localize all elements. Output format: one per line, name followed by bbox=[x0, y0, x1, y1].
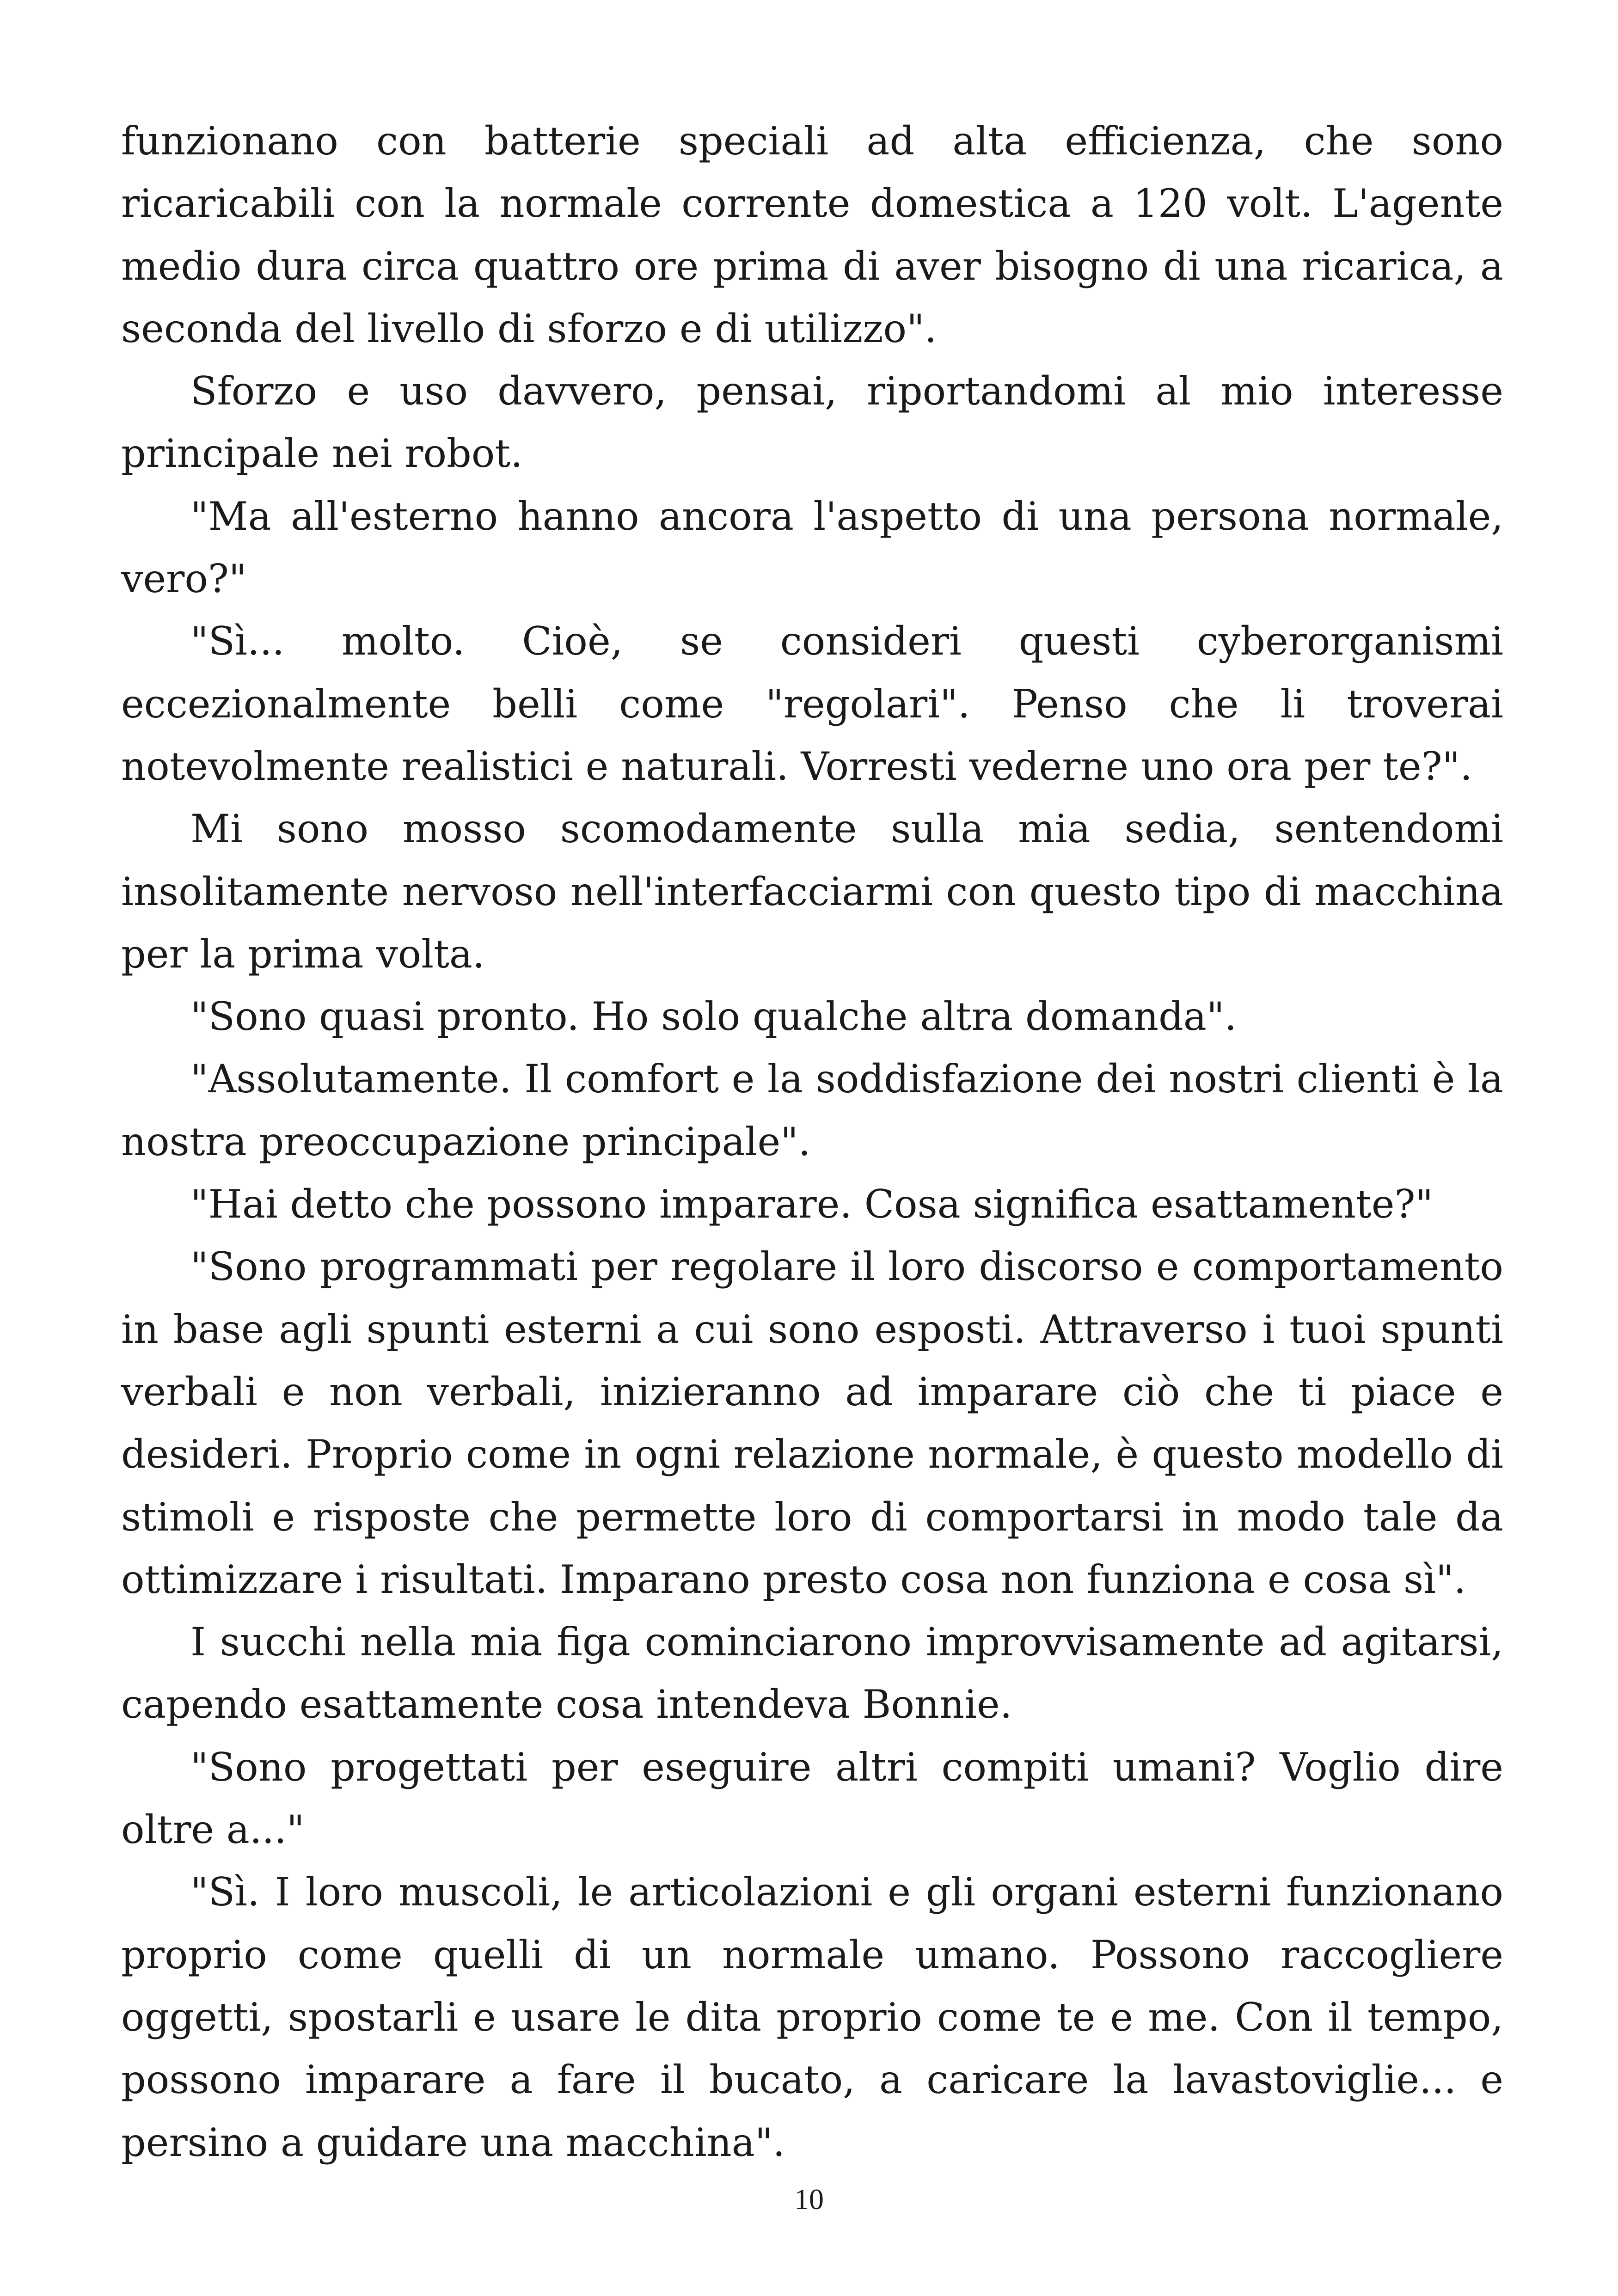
paragraph: "Assolutamente. Il comfort e la soddisfazione dei nostri clienti è la nostra preoccupazione principale". bbox=[121, 1056, 1503, 1164]
paragraph: Mi sono mosso scomodamente sulla mia sedia, sentendomi insolitamente nervoso nell'interfacciarmi con questo tipo di macchina per la prima volta. bbox=[121, 806, 1503, 977]
body-text bbox=[121, 110, 1503, 2174]
paragraph: "Sì... molto. Cioè, se consideri questi cyberorganismi eccezionalmente belli come "regolari". Penso che li troverai notevolmente realistici e naturali. Vorresti vederne uno ora per te?". bbox=[121, 618, 1503, 789]
paragraph: "Sono programmati per regolare il loro discorso e comportamento in base agli spunti esterni a cui sono esposti. Attraverso i tuoi spunti verbali e non verbali, inizieranno ad imparare ciò che ti piace e desideri. Proprio come in ogni relazione normale, è questo modello di stimoli e risposte che permette loro di comportarsi in modo tale da ottimizzare i risultati. Imparano presto cosa non funziona e cosa sì". bbox=[121, 1244, 1503, 1602]
paragraph: Sforzo e uso davvero, pensai, riportandomi al mio interesse principale nei robot. bbox=[121, 368, 1503, 477]
paragraph: "Ma all'esterno hanno ancora l'aspetto di una persona normale, vero?" bbox=[121, 493, 1503, 602]
paragraph: "Sono progettati per eseguire altri compiti umani? Voglio dire oltre a..." bbox=[121, 1744, 1503, 1853]
paragraph: funzionano con batterie speciali ad alta efficienza, che sono ricaricabili con la normale corrente domestica a 120 volt. L'agente medio dura circa quattro ore prima di aver bisogno di una ricarica, a seconda del livello di sforzo e di utilizzo". bbox=[121, 118, 1503, 351]
paragraph: "Sì. I loro muscoli, le articolazioni e gli organi esterni funzionano proprio come quelli di un normale umano. Possono raccogliere oggetti, spostarli e usare le dita proprio come te e me. Con il tempo, possono imparare a fare il bucato, a caricare la lavastoviglie... e persino a guidare una macchina". bbox=[121, 1869, 1503, 2165]
paragraph: "Sono quasi pronto. Ho solo qualche altra domanda". bbox=[190, 994, 1237, 1040]
paragraph: I succhi nella mia figa cominciarono improvvisamente ad agitarsi, capendo esattamente cosa intendeva Bonnie. bbox=[121, 1619, 1503, 1727]
page-number: 10 bbox=[794, 2183, 824, 2216]
paragraph: "Hai detto che possono imparare. Cosa significa esattamente?" bbox=[190, 1182, 1434, 1227]
